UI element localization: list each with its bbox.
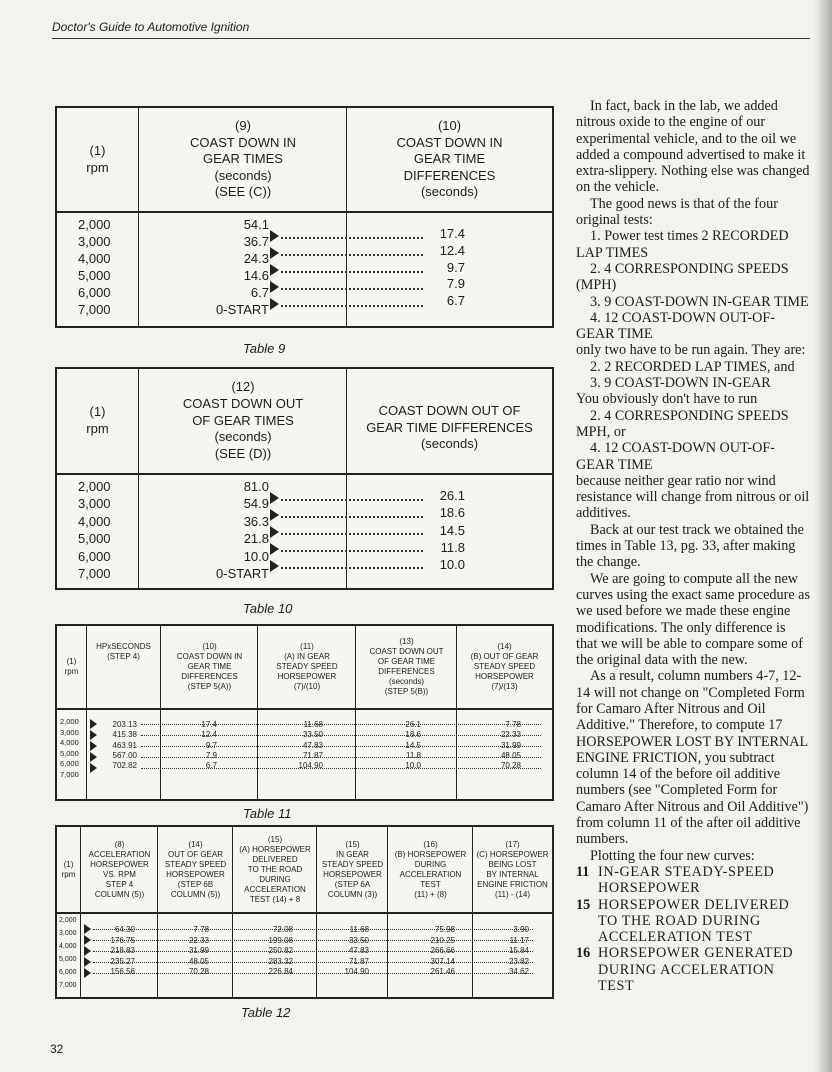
t11-header-13: (13) COAST DOWN OUT OF GEAR TIME DIFFERENCES (seconds) (STEP 5(B)) xyxy=(355,626,457,708)
arrow-icon xyxy=(84,957,91,967)
running-header: Doctor's Guide to Automotive Ignition xyxy=(52,20,250,34)
list-item: 2. 4 CORRESPONDING SPEEDS (MPH) xyxy=(576,260,789,294)
t12-header-rpm: (1) rpm xyxy=(61,859,76,879)
arrow-icon xyxy=(84,935,91,945)
arrow-icon xyxy=(84,946,91,956)
t12-col17: 3.90 11.17 15.84 23.82 34.62 xyxy=(508,925,529,976)
arrow-icon xyxy=(84,968,91,978)
paragraph: As a result, column numbers 4-7, 12-14 will not change on "Completed Form for Camaro After Nitrous and Oil Additive." Therefore, to compute 17 HORSEPOWER LOST BY INTERNAL ENGINE FRICTION, you subtract column 14 of the before oil additive numbers (see "Completed Form for Camaro After Nitrous and Oil Additive") from column 11 of the after oil additive numbers. xyxy=(576,668,809,848)
t11-col13: 26.1 18.6 14.5 11.8 10.0 xyxy=(405,720,421,770)
t12-col14: 7.78 22.33 31.99 48.05 70.28 xyxy=(188,925,209,976)
t9-rpm-column: 2,000 3,000 4,000 5,000 6,000 7,000 xyxy=(78,217,111,317)
curve-item: 16 HORSEPOWER GENERATED DURING ACCELERATION TEST xyxy=(576,945,794,995)
t12-header-15: (15) IN GEAR STEADY SPEED HORSEPOWER (STEP 6A COLUMN (3)) xyxy=(316,827,388,912)
arrow-icon xyxy=(270,247,279,259)
t12-header-16: (16) (B) HORSEPOWER DURING ACCELERATION TEST (11) + (8) xyxy=(387,827,473,912)
list-item: 4. 12 COAST-DOWN OUT-OF-GEAR TIME xyxy=(576,440,775,473)
arrow-icon xyxy=(270,526,279,538)
t12-rpm-column: 2,000 3,000 4,000 5,000 6,000 7,000 xyxy=(59,917,77,989)
list-item: 2. 4 CORRESPONDING SPEEDS MPH, or xyxy=(576,407,789,440)
arrow-icon xyxy=(84,924,91,934)
table-9 xyxy=(55,106,554,328)
t12-header-8: (8) ACCELERATION HORSEPOWER VS. RPM STEP 4 COLUMN (5)) xyxy=(80,827,158,912)
list-item: 3. 9 COAST-DOWN IN-GEAR TIME xyxy=(590,293,809,310)
t12-col8: 64.30 176.75 218.83 235.27 156.56 xyxy=(110,925,135,976)
t9-times-column: 54.1 36.7 24.3 14.6 6.7 0-START xyxy=(216,217,269,317)
paragraph: only two have to be run again. They are: xyxy=(576,342,806,359)
t11-hpxseconds-column: 203.13 415.38 463.91 567.00 702.82 xyxy=(112,720,137,770)
t11-col11: 11.68 33.50 47.83 71.87 104.90 xyxy=(298,720,323,770)
arrow-icon xyxy=(90,763,97,773)
t11-col14: 7.78 22.33 31.99 48.05 70.28 xyxy=(500,720,521,770)
t10-differences-column: 26.1 18.6 14.5 11.8 10.0 xyxy=(439,488,465,572)
arrow-icon xyxy=(90,741,97,751)
paragraph: Plotting the four new curves: xyxy=(590,847,755,864)
table-12 xyxy=(55,825,554,999)
t9-header-rpm: (1) rpm xyxy=(86,142,109,175)
t10-rpm-column: 2,000 3,000 4,000 5,000 6,000 7,000 xyxy=(78,479,111,581)
t12-col15: 11.68 33.50 47.83 71.87 104.90 xyxy=(344,925,369,976)
t10-times-column: 81.0 54.9 36.3 21.8 10.0 0-START xyxy=(216,479,269,581)
paragraph: The good news is that of the four original tests: xyxy=(576,195,778,229)
t11-rpm-column: 2,000 3,000 4,000 5,000 6,000 7,000 xyxy=(60,717,79,779)
t10-header-rpm: (1) rpm xyxy=(86,404,109,436)
arrow-icon xyxy=(270,264,279,276)
paragraph: Back at our test track we obtained the times in Table 13, pg. 33, after making the change. xyxy=(576,521,804,571)
arrow-icon xyxy=(270,298,279,310)
table-12-caption: Table 12 xyxy=(241,1005,291,1020)
t9-differences-column: 17.4 12.4 9.7 7.9 6.7 xyxy=(439,226,465,308)
table-10-caption: Table 10 xyxy=(243,601,293,616)
arrow-icon xyxy=(90,719,97,729)
list-item: 1. Power test times 2 RECORDED LAP TIMES xyxy=(576,228,789,261)
t9-header-differences: (10) COAST DOWN IN GEAR TIME DIFFERENCES (seconds) xyxy=(346,108,552,211)
arrow-icon xyxy=(270,230,279,242)
list-item: 3. 9 COAST-DOWN IN-GEAR xyxy=(590,375,771,392)
t12-header-14: (14) OUT OF GEAR STEADY SPEED HORSEPOWER (STEP 6B COLUMN (5)) xyxy=(157,827,233,912)
table-11-caption: Table 11 xyxy=(243,806,292,821)
paragraph: because neither gear ratio nor wind resistance will change from nitrous or oil additives. xyxy=(576,472,810,522)
t12-header-17: (17) (C) HORSEPOWER BEING LOST BY INTERNAL ENGINE FRICTION (11) - (14) xyxy=(472,827,552,912)
curve-item: 15 HORSEPOWER DELIVERED TO THE ROAD DURING ACCELERATION TEST xyxy=(576,896,790,946)
table-11 xyxy=(55,624,554,801)
t9-header-times: (9) COAST DOWN IN GEAR TIMES (seconds) (SEE (C)) xyxy=(138,108,347,211)
arrow-icon xyxy=(270,492,279,504)
t11-header-11: (11) (A) IN GEAR STEADY SPEED HORSEPOWER (7)/(10) xyxy=(257,626,356,708)
arrow-icon xyxy=(270,509,279,521)
arrow-icon xyxy=(90,730,97,740)
t11-header-hpxseconds: HPxSECONDS (STEP 4) xyxy=(86,626,160,708)
t12-col16: 75.98 210.25 266.66 307.14 261.46 xyxy=(430,925,455,976)
paragraph: We are going to compute all the new curves using the exact same procedure as we used before we made these engine modifications. The only difference is that we will be able to compare some of the original data with the new. xyxy=(576,570,810,669)
list-item: 4. 12 COAST-DOWN OUT-OF-GEAR TIME xyxy=(576,309,775,343)
paragraph: You obviously don't have to run xyxy=(576,391,758,408)
table-10 xyxy=(55,367,554,590)
page-number: 32 xyxy=(50,1042,64,1056)
t10-header-times: (12) COAST DOWN OUT OF GEAR TIMES (seconds) (SEE (D)) xyxy=(138,369,347,473)
arrow-icon xyxy=(270,543,279,555)
t11-col10: 17.4 12.4 9.7 7.9 6.7 xyxy=(201,720,217,770)
body-text-column xyxy=(576,98,810,994)
t11-header-14: (14) (B) OUT OF GEAR STEADY SPEED HORSEPOWER (7)/(13) xyxy=(456,626,552,708)
t10-header-differences: COAST DOWN OUT OF GEAR TIME DIFFERENCES (seconds) xyxy=(346,369,552,473)
t11-header-10: (10) COAST DOWN IN GEAR TIME DIFFERENCES (STEP 5(A)) xyxy=(160,626,258,708)
table-9-caption: Table 9 xyxy=(243,341,286,356)
t11-header-rpm: (1) rpm xyxy=(64,657,79,676)
arrow-icon xyxy=(90,752,97,762)
t12-header-15a: (15) (A) HORSEPOWER DELIVERED TO THE ROAD DURING ACCELERATION TEST (14) + 8 xyxy=(232,827,317,912)
curve-item: 11 IN-GEAR STEADY-SPEED HORSEPOWER xyxy=(576,863,775,897)
header-rule xyxy=(52,38,810,39)
arrow-icon xyxy=(270,281,279,293)
list-item: 2. 2 RECORDED LAP TIMES, and xyxy=(590,358,795,375)
page-edge-shadow xyxy=(814,0,832,1072)
arrow-icon xyxy=(270,560,279,572)
paragraph: In fact, back in the lab, we added nitrous oxide to the engine of our experimental vehicle, and to the oil we added a compound advertised to make it extra-slippery. Nothing else was changed on the vehicle. xyxy=(576,98,810,196)
t12-col15a: 72.08 199.08 250.82 283.32 226.84 xyxy=(268,925,293,976)
